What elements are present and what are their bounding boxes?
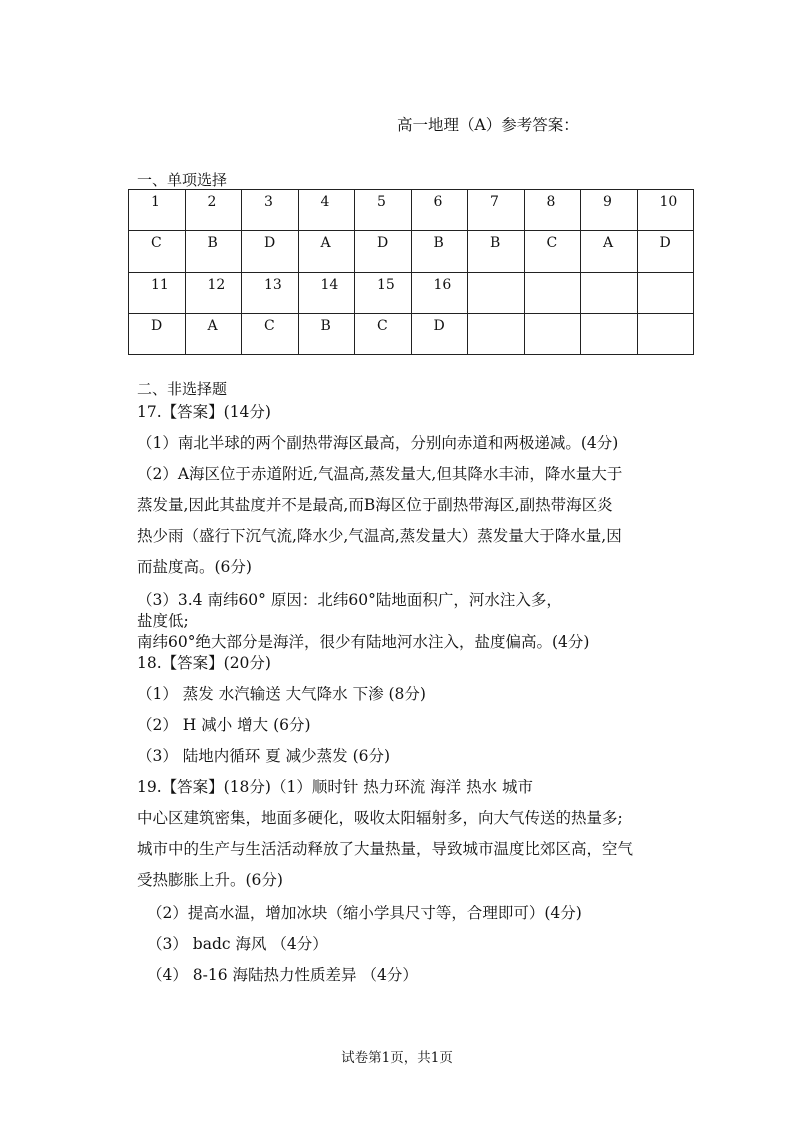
table-cell [581, 313, 638, 354]
table-cell [524, 313, 581, 354]
table-cell: 9 [581, 190, 638, 231]
answer-line: 热少雨（盛行下沉气流,降水少,气温高,蒸发量大）蒸发量大于降水量,因 [137, 527, 622, 545]
table-cell: C [242, 313, 299, 354]
answer-line: （1）南北半球的两个副热带海区最高，分别向赤道和两极递减。(4分) [137, 434, 619, 452]
table-cell: B [411, 231, 468, 272]
table-cell: B [185, 231, 242, 272]
table-cell: D [411, 313, 468, 354]
answer-line: 盐度低; [137, 612, 189, 630]
table-row [129, 313, 694, 354]
table-cell: A [185, 313, 242, 354]
table-cell: 4 [298, 190, 355, 231]
table-cell: 15 [355, 272, 412, 313]
table-row [129, 231, 694, 272]
table-cell: B [298, 313, 355, 354]
answer-line: （4） 8-16 海陆热力性质差异 （4分） [147, 966, 418, 984]
answer-line: （3） badc 海风 （4分） [147, 935, 328, 953]
table-row [129, 190, 694, 231]
section-heading-nonchoice: 二、非选择题 [137, 380, 228, 398]
table-cell: D [355, 231, 412, 272]
answer-line: （3）3.4 南纬60° 原因：北纬60°陆地面积广，河水注入多， [137, 591, 562, 609]
table-cell [524, 272, 581, 313]
table-cell: D [129, 313, 186, 354]
answer-line: （1） 蒸发 水汽输送 大气降水 下渗 (8分) [137, 685, 426, 703]
table-cell: 11 [129, 272, 186, 313]
answer-line: 受热膨胀上升。(6分) [137, 871, 283, 889]
table-cell: D [242, 231, 299, 272]
table-cell: 12 [185, 272, 242, 313]
answer-line: （3） 陆地内循环 夏 减少蒸发 (6分) [137, 747, 391, 765]
answer-line: 17.【答案】(14分) [137, 403, 271, 421]
table-cell: A [298, 231, 355, 272]
answer-line: 城市中的生产与生活活动释放了大量热量，导致城市温度比郊区高，空气 [137, 840, 634, 858]
table-cell: 2 [185, 190, 242, 231]
table-cell [637, 313, 694, 354]
table-row [129, 272, 694, 313]
table-cell [468, 272, 525, 313]
answer-line: （2） H 减小 增大 (6分) [137, 716, 311, 734]
table-cell: 6 [411, 190, 468, 231]
section-heading-choice: 一、单项选择 [137, 171, 228, 189]
table-cell [581, 272, 638, 313]
table-cell [468, 313, 525, 354]
table-cell: 3 [242, 190, 299, 231]
table-cell: 13 [242, 272, 299, 313]
table-cell: C [129, 231, 186, 272]
answer-table [128, 189, 694, 355]
answer-line: （2）提高水温，增加冰块（缩小学具尺寸等，合理即可）(4分) [147, 904, 582, 922]
answer-line: （2）A海区位于赤道附近,气温高,蒸发量大,但其降水丰沛，降水量大于 [137, 465, 623, 483]
table-cell: 14 [298, 272, 355, 313]
answer-line: 18.【答案】(20分) [137, 654, 271, 672]
answer-line: 而盐度高。(6分) [137, 558, 252, 576]
answer-line: 中心区建筑密集，地面多硬化，吸收太阳辐射多，向大气传送的热量多; [137, 809, 623, 827]
page-title: 高一地理（A）参考答案： [397, 116, 579, 134]
table-cell: 1 [129, 190, 186, 231]
answer-line: 南纬60°绝大部分是海洋，很少有陆地河水注入，盐度偏高。(4分) [137, 633, 590, 651]
table-cell: 10 [637, 190, 694, 231]
table-cell: 7 [468, 190, 525, 231]
table-cell: 8 [524, 190, 581, 231]
page-footer: 试卷第1页，共1页 [341, 1050, 453, 1066]
answer-line: 19.【答案】(18分)（1）顺时针 热力环流 海洋 热水 城市 [137, 778, 534, 796]
table-cell: C [355, 313, 412, 354]
table-cell [637, 272, 694, 313]
table-cell: B [468, 231, 525, 272]
table-cell: 5 [355, 190, 412, 231]
answer-line: 蒸发量,因此其盐度并不是最高,而B海区位于副热带海区,副热带海区炎 [137, 496, 613, 514]
table-cell: A [581, 231, 638, 272]
table-cell: C [524, 231, 581, 272]
table-cell: 16 [411, 272, 468, 313]
table-cell: D [637, 231, 694, 272]
